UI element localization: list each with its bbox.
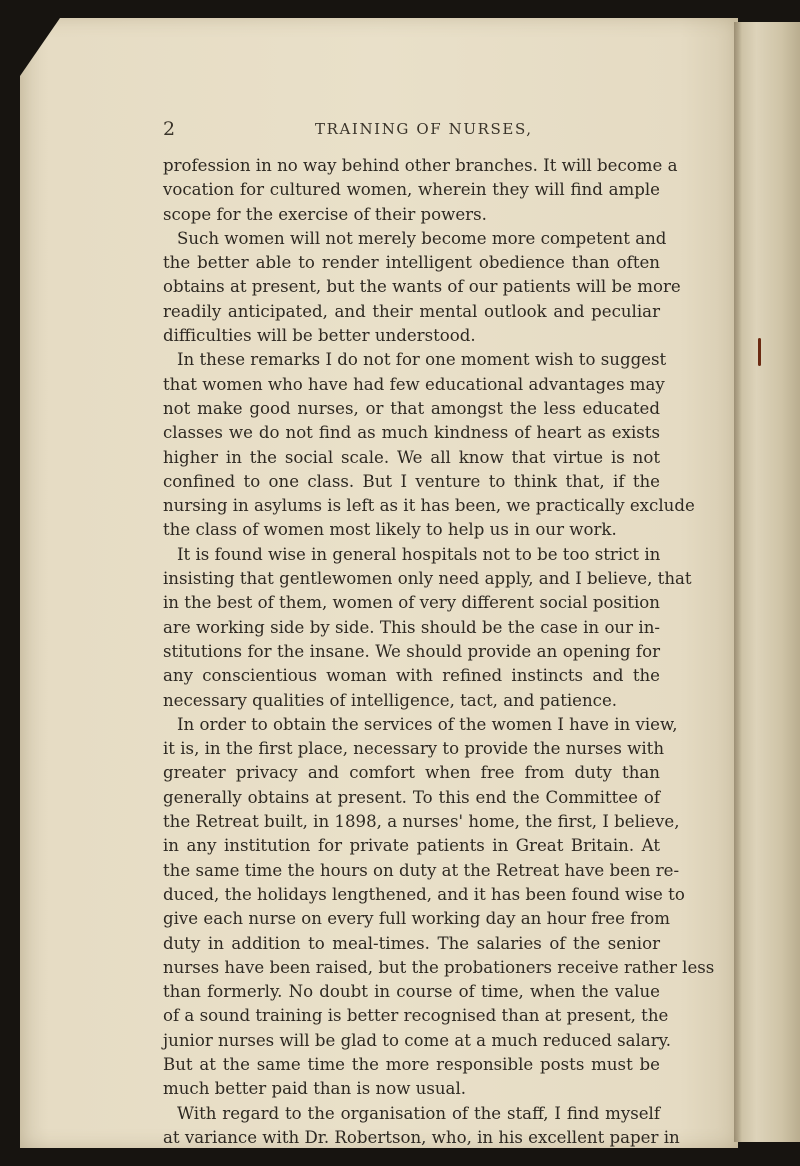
text-line: the better able to render intelligent obedience than often (163, 253, 660, 273)
text-line: readily anticipated, and their mental outlook and peculiar (163, 301, 660, 321)
body-text (163, 154, 715, 1150)
text-line: the Retreat built, in 1898, a nurses' home, the first, I believe, (163, 812, 680, 832)
text-line: higher in the social scale. We all know that virtue is not (163, 447, 660, 467)
page-gutter-shadow (734, 22, 742, 1142)
text-line: at variance with Dr. Robertson, who, in his excellent paper in (163, 1127, 680, 1147)
text-line: obtains at present, but the wants of our patients will be more (163, 277, 681, 297)
text-line: generally obtains at present. To this end the Committee of (163, 787, 660, 807)
text-line: vocation for cultured women, wherein they will find ample (163, 180, 660, 200)
text-line: are working side by side. This should be the case in our in- (163, 617, 660, 637)
text-line: the same time the hours on duty at the Retreat have been re- (163, 860, 680, 880)
text-line: in any institution for private patients in Great Britain. At (163, 836, 660, 856)
text-line: greater privacy and comfort when free from duty than (163, 763, 660, 783)
text-line: than formerly. No doubt in course of time, when the value (163, 982, 660, 1002)
text-line: in the best of them, women of very different social position (163, 593, 660, 613)
text-line: duced, the holidays lengthened, and it has been found wise to (163, 884, 685, 904)
text-line: any conscientious woman with refined instincts and the (163, 666, 660, 686)
text-line: it is, in the first place, necessary to provide the nurses with (163, 739, 665, 759)
text-line: much better paid than is now usual. (163, 1079, 467, 1099)
text-line: stitutions for the insane. We should provide an opening for (163, 641, 660, 661)
text-line: junior nurses will be glad to come at a much reduced salary. (163, 1030, 672, 1050)
running-head: TRAINING OF NURSES, (315, 120, 533, 138)
text-line: It is found wise in general hospitals not to be too strict in (177, 544, 661, 564)
text-line: insisting that gentlewomen only need apply, and I believe, that (163, 569, 692, 589)
ink-mark (758, 338, 761, 366)
text-line: classes we do not find as much kindness of heart as exists (163, 423, 660, 443)
text-line: With regard to the organisation of the staff, I find myself (177, 1103, 660, 1123)
text-line: nurses have been raised, but the probationers receive rather less (163, 957, 715, 977)
text-line: But at the same time the more responsible posts must be (163, 1054, 660, 1074)
page-number: 2 (163, 118, 176, 140)
page-header (163, 118, 663, 144)
text-line: duty in addition to meal-times. The salaries of the senior (163, 933, 660, 953)
next-page-edge (738, 22, 800, 1142)
text-line: nursing in asylums is left as it has been, we practically exclude (163, 496, 695, 516)
text-line: In order to obtain the services of the women I have in view, (177, 714, 678, 734)
text-line: give each nurse on every full working day an hour free from (163, 909, 671, 929)
text-line: the class of women most likely to help us in our work. (163, 520, 617, 540)
text-line: profession in no way behind other branches. It will become a (163, 156, 678, 175)
text-line: not make good nurses, or that amongst the less educated (163, 398, 660, 418)
text-line: In these remarks I do not for one moment wish to suggest (177, 350, 667, 370)
text-line: difficulties will be better understood. (163, 326, 476, 346)
text-line: scope for the exercise of their powers. (163, 204, 487, 224)
text-line: necessary qualities of intelligence, tact, and patience. (163, 690, 618, 710)
text-line: of a sound training is better recognised than at present, the (163, 1006, 669, 1026)
text-line: confined to one class. But I venture to think that, if the (163, 471, 660, 491)
text-line: that women who have had few educational advantages may (163, 374, 665, 394)
text-line: Such women will not merely become more competent and (177, 228, 667, 248)
